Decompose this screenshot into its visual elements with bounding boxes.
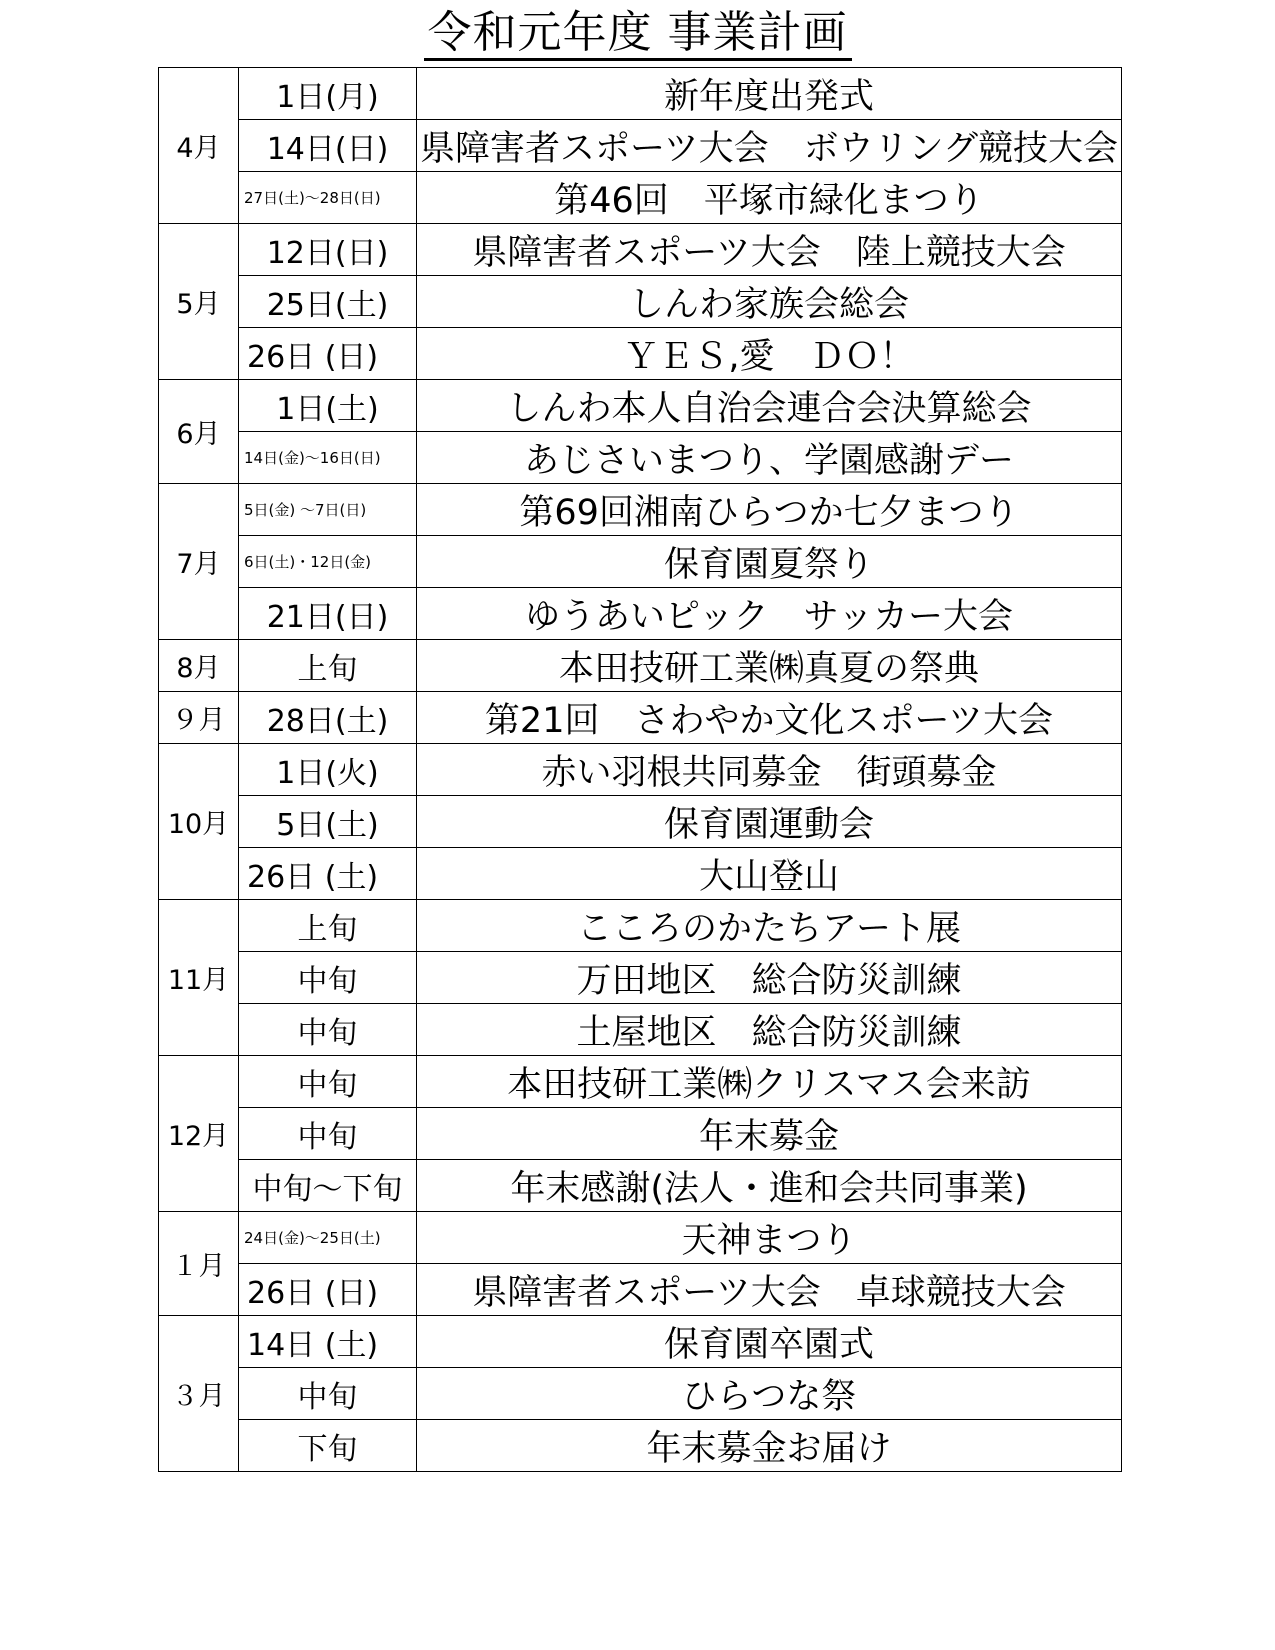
- event-cell: 年末感謝(法人・進和会共同事業): [417, 1160, 1122, 1212]
- month-cell-december: 12月: [159, 1056, 239, 1212]
- date-cell: 12日(日): [239, 224, 417, 276]
- event-cell: 新年度出発式: [417, 68, 1122, 120]
- event-cell: 第69回湘南ひらつか七夕まつり: [417, 484, 1122, 536]
- month-cell-may: 5月: [159, 224, 239, 380]
- table-row: [159, 484, 1122, 536]
- page-title-text: 令和元年度 事業計画: [424, 7, 852, 61]
- event-cell: 保育園運動会: [417, 796, 1122, 848]
- date-cell: 25日(土): [239, 276, 417, 328]
- table-row: [159, 120, 1122, 172]
- date-cell: 上旬: [239, 900, 417, 952]
- table-row: [159, 1212, 1122, 1264]
- table-row: [159, 536, 1122, 588]
- date-cell: 14日(日): [239, 120, 417, 172]
- table-row: [159, 432, 1122, 484]
- date-cell: 中旬～下旬: [239, 1160, 417, 1212]
- page-title: [0, 4, 1275, 62]
- event-cell: 保育園夏祭り: [417, 536, 1122, 588]
- table-row: [159, 1264, 1122, 1316]
- date-cell: 24日(金)～25日(土): [239, 1212, 417, 1264]
- event-cell: しんわ本人自治会連合会決算総会: [417, 380, 1122, 432]
- month-cell-april: 4月: [159, 68, 239, 224]
- month-cell-january: １月: [159, 1212, 239, 1316]
- event-cell: ゆうあいピック サッカー大会: [417, 588, 1122, 640]
- event-cell: しんわ家族会総会: [417, 276, 1122, 328]
- event-cell: 県障害者スポーツ大会 卓球競技大会: [417, 1264, 1122, 1316]
- date-cell: 上旬: [239, 640, 417, 692]
- date-cell: 中旬: [239, 952, 417, 1004]
- month-cell-march: ３月: [159, 1316, 239, 1472]
- date-cell: 28日(土): [239, 692, 417, 744]
- table-row: [159, 1368, 1122, 1420]
- date-cell: 21日(日): [239, 588, 417, 640]
- table-row: [159, 744, 1122, 796]
- table-row: [159, 1420, 1122, 1472]
- table-row: [159, 1316, 1122, 1368]
- date-cell: 27日(土)～28日(日): [239, 172, 417, 224]
- date-cell: 14日 (土): [239, 1316, 417, 1368]
- event-cell: 年末募金: [417, 1108, 1122, 1160]
- table-row: [159, 1056, 1122, 1108]
- table-row: [159, 380, 1122, 432]
- event-cell: 万田地区 総合防災訓練: [417, 952, 1122, 1004]
- date-cell: 1日(土): [239, 380, 417, 432]
- date-cell: 中旬: [239, 1368, 417, 1420]
- event-cell: 本田技研工業㈱クリスマス会来訪: [417, 1056, 1122, 1108]
- date-cell: 下旬: [239, 1420, 417, 1472]
- date-cell: 1日(月): [239, 68, 417, 120]
- month-cell-november: 11月: [159, 900, 239, 1056]
- event-cell: あじさいまつり、学園感謝デー: [417, 432, 1122, 484]
- event-cell: 大山登山: [417, 848, 1122, 900]
- schedule-table: [158, 67, 1122, 1472]
- event-cell: 土屋地区 総合防災訓練: [417, 1004, 1122, 1056]
- date-cell: 26日 (日): [239, 1264, 417, 1316]
- month-cell-june: 6月: [159, 380, 239, 484]
- event-cell: 天神まつり: [417, 1212, 1122, 1264]
- table-row: [159, 640, 1122, 692]
- month-cell-october: 10月: [159, 744, 239, 900]
- event-cell: 第46回 平塚市緑化まつり: [417, 172, 1122, 224]
- date-cell: 14日(金)～16日(日): [239, 432, 417, 484]
- table-row: [159, 848, 1122, 900]
- month-cell-september: ９月: [159, 692, 239, 744]
- table-row: [159, 952, 1122, 1004]
- table-row: [159, 68, 1122, 120]
- table-row: [159, 328, 1122, 380]
- event-cell: 第21回 さわやか文化スポーツ大会: [417, 692, 1122, 744]
- date-cell: 中旬: [239, 1004, 417, 1056]
- table-row: [159, 172, 1122, 224]
- date-cell: 26日 (土): [239, 848, 417, 900]
- date-cell: 6日(土)・12日(金): [239, 536, 417, 588]
- date-cell: 中旬: [239, 1108, 417, 1160]
- event-cell: 赤い羽根共同募金 街頭募金: [417, 744, 1122, 796]
- table-row: [159, 1108, 1122, 1160]
- table-row: [159, 692, 1122, 744]
- table-row: [159, 276, 1122, 328]
- date-cell: 中旬: [239, 1056, 417, 1108]
- event-cell: 県障害者スポーツ大会 陸上競技大会: [417, 224, 1122, 276]
- event-cell: ひらつな祭: [417, 1368, 1122, 1420]
- date-cell: 5日(土): [239, 796, 417, 848]
- event-cell: 年末募金お届け: [417, 1420, 1122, 1472]
- table-row: [159, 224, 1122, 276]
- event-cell: ＹＥＳ,愛 ＤＯ！: [417, 328, 1122, 380]
- table-row: [159, 796, 1122, 848]
- month-cell-july: 7月: [159, 484, 239, 640]
- event-cell: 保育園卒園式: [417, 1316, 1122, 1368]
- table-row: [159, 1004, 1122, 1056]
- date-cell: 5日(金) ～7日(日): [239, 484, 417, 536]
- date-cell: 26日 (日): [239, 328, 417, 380]
- table-row: [159, 900, 1122, 952]
- date-cell: 1日(火): [239, 744, 417, 796]
- event-cell: 県障害者スポーツ大会 ボウリング競技大会: [417, 120, 1122, 172]
- month-cell-august: 8月: [159, 640, 239, 692]
- event-cell: こころのかたちアート展: [417, 900, 1122, 952]
- table-row: [159, 1160, 1122, 1212]
- event-cell: 本田技研工業㈱真夏の祭典: [417, 640, 1122, 692]
- table-row: [159, 588, 1122, 640]
